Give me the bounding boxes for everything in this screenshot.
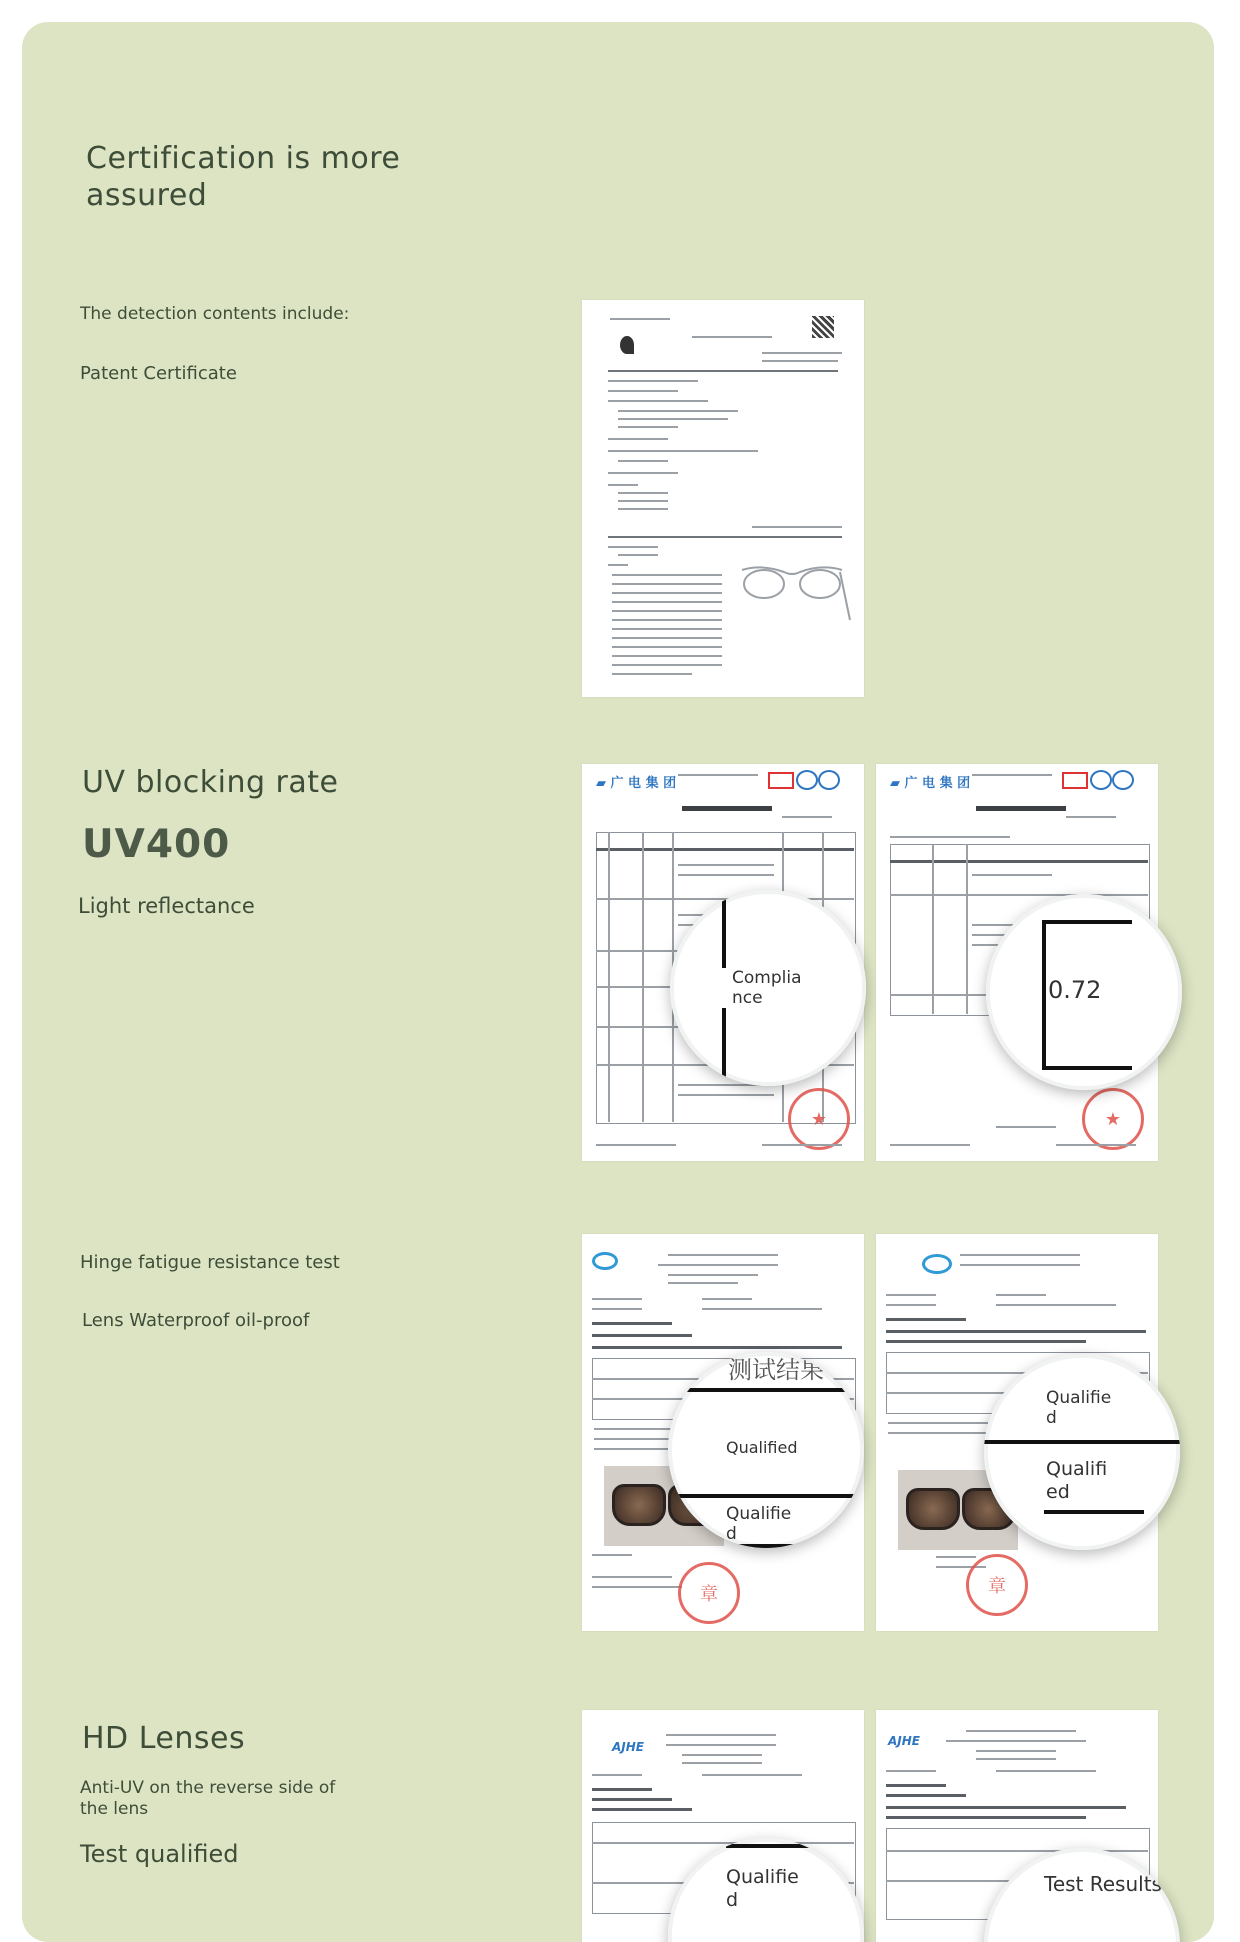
test-result-cn-text: 测试结果 xyxy=(728,1356,824,1384)
hinge-label: Hinge fatigue resistance test xyxy=(80,1252,340,1273)
red-seal-icon: 章 xyxy=(966,1554,1028,1616)
company-logo-icon: AJHE xyxy=(612,1740,644,1754)
red-seal-icon: ★ xyxy=(1082,1088,1144,1150)
waterproof-label: Lens Waterproof oil-proof xyxy=(82,1310,310,1331)
test-results-text: Test Results xyxy=(1044,1872,1162,1896)
company-logo-icon: AJHE xyxy=(888,1734,920,1748)
qualified-text-2: Qualifie d xyxy=(726,1504,792,1544)
patent-certificate-image xyxy=(582,300,864,697)
detection-label: The detection contents include: xyxy=(80,304,350,324)
uv-report-image: ▰ 广 电 集 团 ★ xyxy=(582,764,864,1161)
test-qualified-label: Test qualified xyxy=(80,1840,239,1868)
qualified-text-3: Qualifie d xyxy=(1046,1388,1112,1428)
company-logo-icon xyxy=(592,1252,618,1270)
compliance-text: Complia nce xyxy=(732,968,802,1008)
company-logo-icon xyxy=(922,1254,952,1274)
reflect-value-text: 0.72 xyxy=(1048,976,1102,1004)
hd-title: HD Lenses xyxy=(82,1721,246,1756)
red-seal-icon: ★ xyxy=(788,1088,850,1150)
content-panel xyxy=(22,22,1214,1942)
patent-label: Patent Certificate xyxy=(80,363,237,384)
magnifier-qualified-1 xyxy=(668,1352,864,1548)
magnifier-qualified-2 xyxy=(984,1354,1180,1550)
qr-code-icon xyxy=(812,316,834,338)
magnifier-compliance xyxy=(670,890,866,1086)
qualified-text-1: Qualified xyxy=(726,1438,798,1457)
qualified-text-5: Qualifie d xyxy=(726,1866,799,1911)
reflectance-report-image: ▰ 广 电 集 团 ★ xyxy=(876,764,1158,1161)
magnifier-reflect-value xyxy=(986,894,1182,1090)
red-seal-icon: 章 xyxy=(678,1562,740,1624)
glasses-drawing-icon xyxy=(732,550,852,630)
uv-value: UV400 xyxy=(82,822,231,867)
qualified-text-4: Qualifi ed xyxy=(1046,1458,1108,1503)
emblem-icon xyxy=(620,336,634,354)
anti-uv-label: Anti-UV on the reverse side of the lens xyxy=(80,1778,336,1819)
reflectance-label: Light reflectance xyxy=(78,894,255,918)
headline: Certification is more assured xyxy=(86,141,401,213)
uv-title: UV blocking rate xyxy=(82,765,339,800)
